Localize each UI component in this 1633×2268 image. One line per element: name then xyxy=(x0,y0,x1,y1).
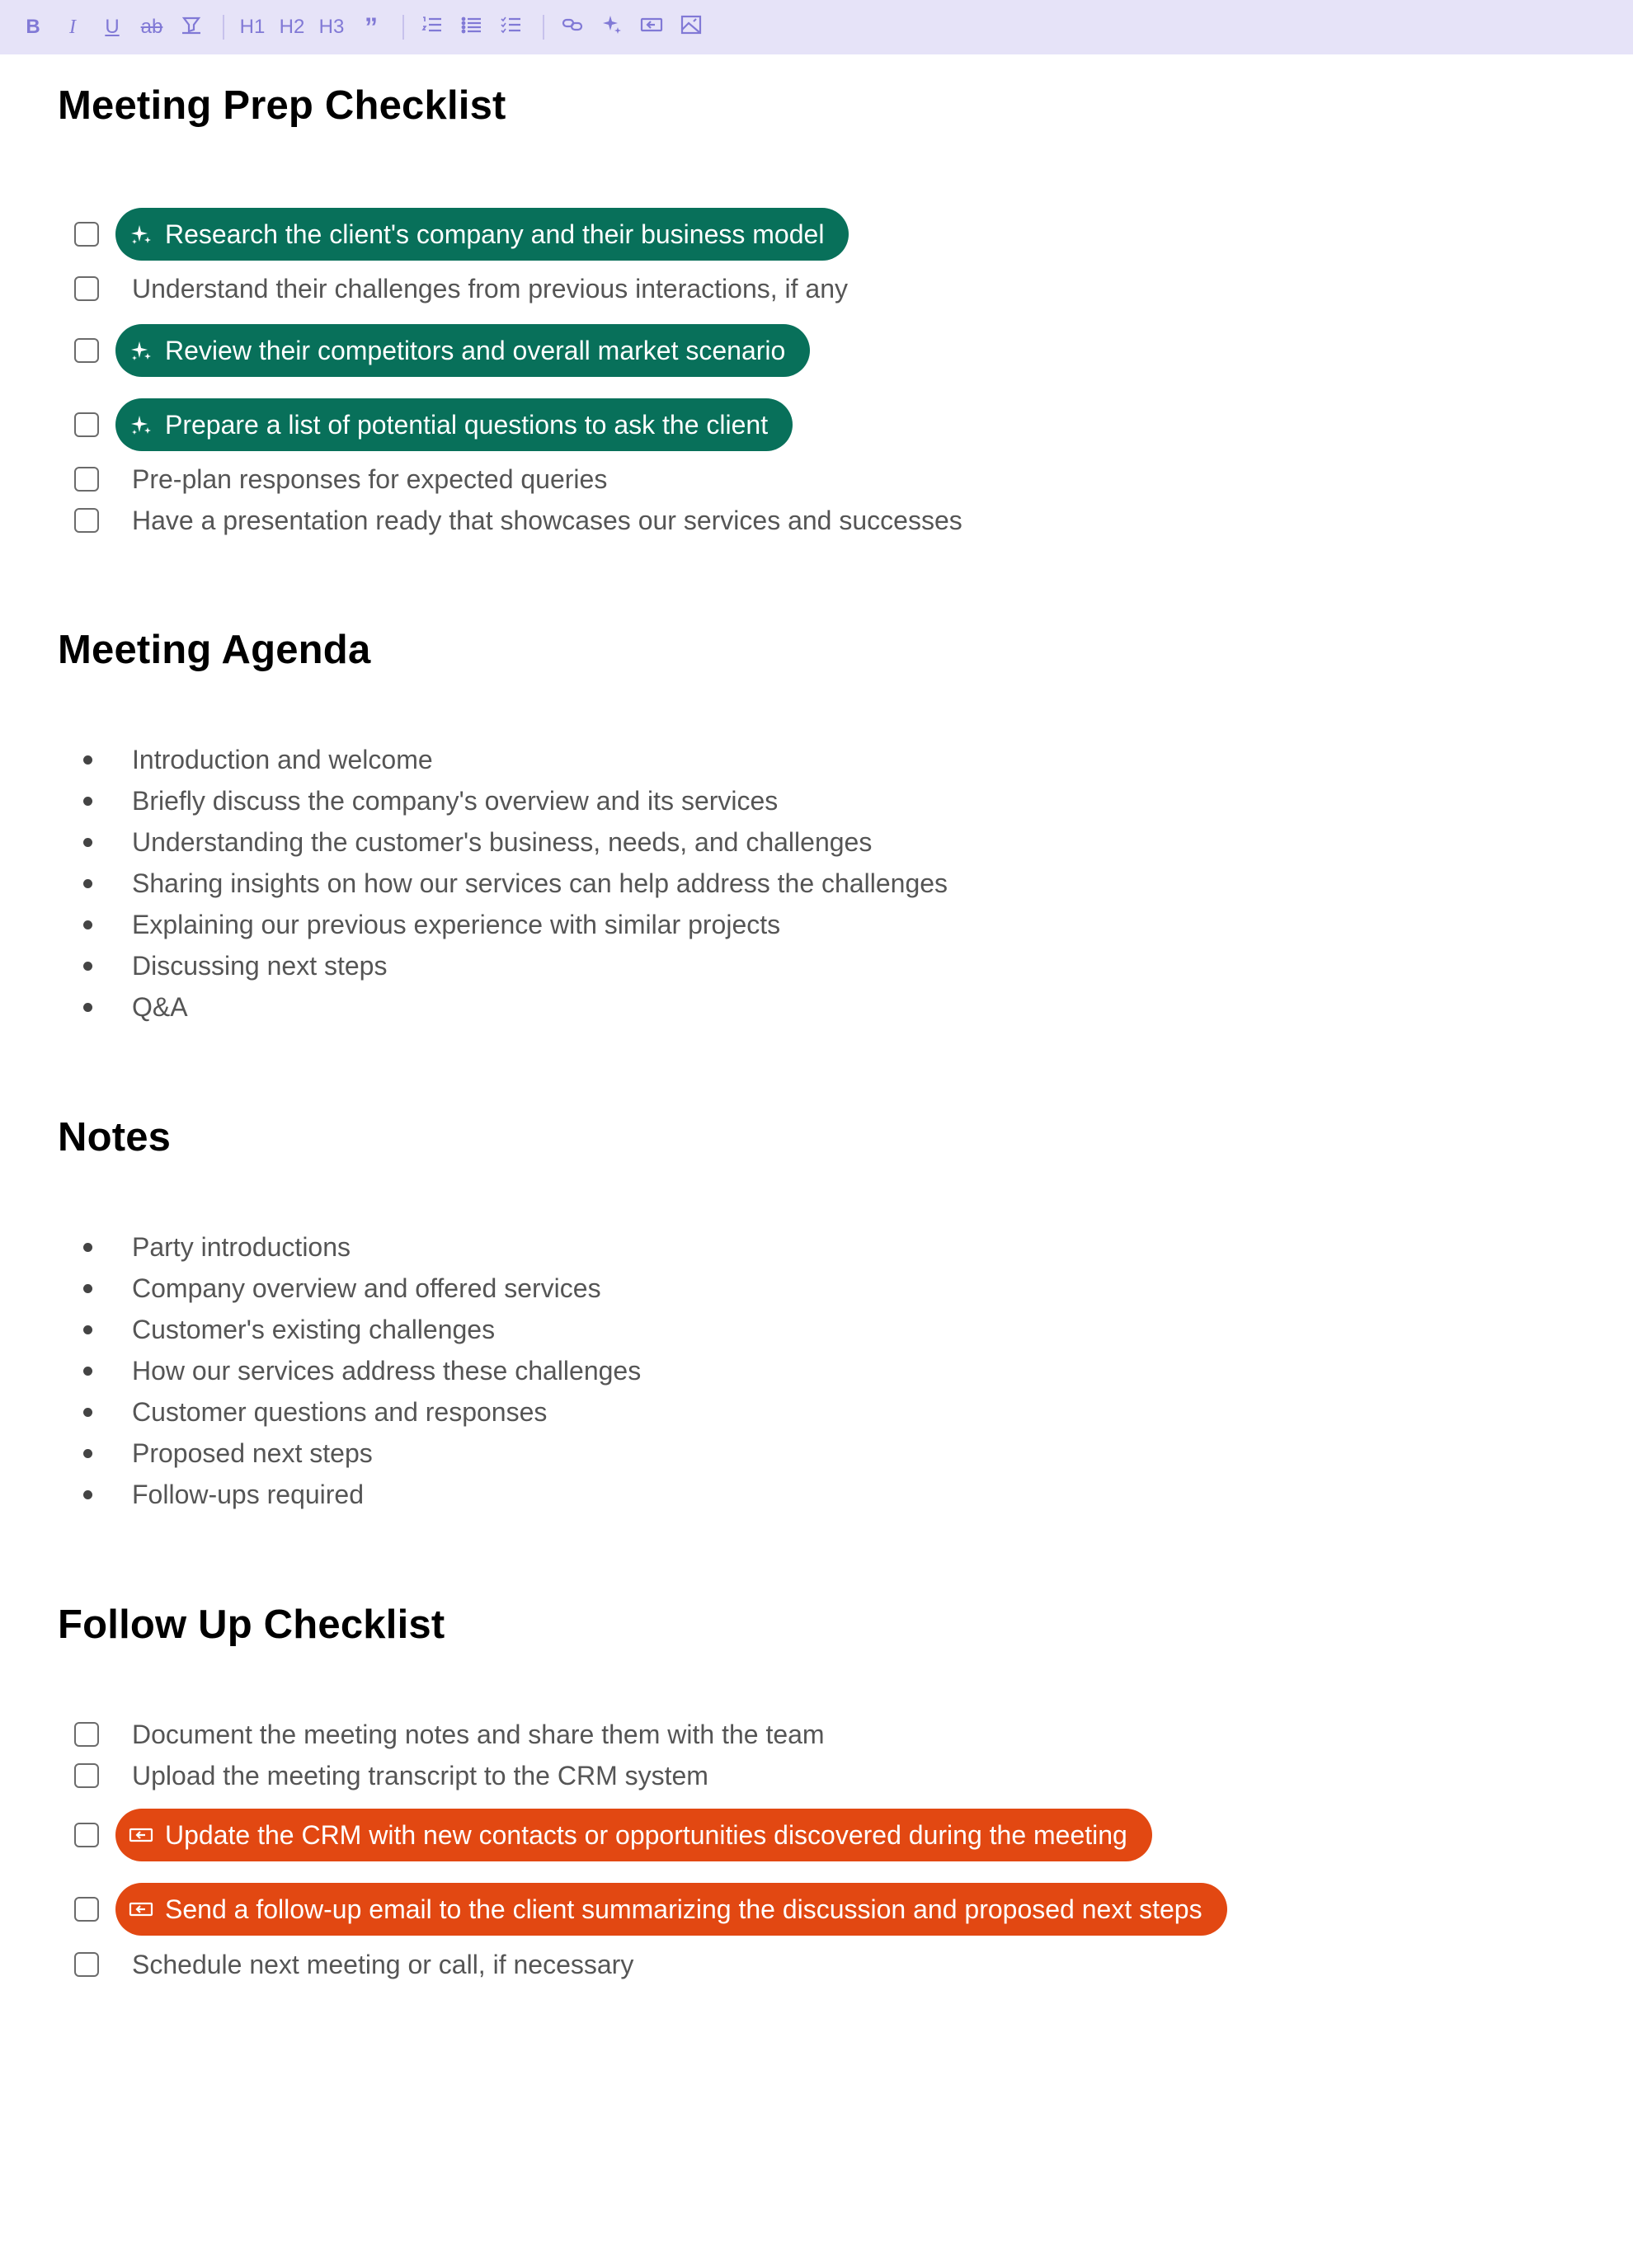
checkbox[interactable] xyxy=(74,276,99,301)
strikethrough-icon: ab xyxy=(140,16,163,38)
list-item-text: How our services address these challenges xyxy=(132,1356,642,1386)
action-suggestion-chip[interactable] xyxy=(115,1883,1227,1936)
list-item-text: Explaining our previous experience with similar projects xyxy=(132,910,781,939)
list-item-text: Proposed next steps xyxy=(132,1438,373,1468)
section-title-notes: Notes xyxy=(58,1115,172,1160)
bullet xyxy=(83,1243,92,1252)
checklist-item-text: Research the client's company and their business model xyxy=(165,219,825,249)
list-item-text: Customer's existing challenges xyxy=(132,1315,496,1344)
link-icon xyxy=(561,13,584,42)
underline-icon: U xyxy=(105,16,120,38)
heading1-button[interactable] xyxy=(236,11,269,44)
list-item-text: Q&A xyxy=(132,992,188,1022)
checklist-item-text: Prepare a list of potential questions to ask the client xyxy=(165,409,769,440)
checklist-item xyxy=(58,208,1542,261)
list-item-text: Sharing insights on how our services can help address the challenges xyxy=(132,868,948,898)
numbered-list-icon xyxy=(421,13,444,42)
bullet-list-icon xyxy=(460,13,483,42)
list-item-text: Party introductions xyxy=(132,1232,351,1262)
heading2-icon: H2 xyxy=(279,16,305,38)
list-item-text: Understanding the customer's business, needs, and challenges xyxy=(132,827,873,857)
toolbar-divider xyxy=(402,15,404,40)
list-item-text: Introduction and welcome xyxy=(132,745,433,774)
ai-suggestion-chip[interactable] xyxy=(115,324,810,377)
bullet-list-button[interactable] xyxy=(455,11,488,44)
image-icon xyxy=(680,13,703,42)
checklist-item xyxy=(58,398,1542,451)
sparkle-icon xyxy=(129,412,153,437)
checklist-item xyxy=(58,1759,1542,1812)
list-item-text: Follow-ups required xyxy=(132,1480,365,1509)
italic-button[interactable] xyxy=(56,11,89,44)
checkbox[interactable] xyxy=(74,1952,99,1977)
bullet xyxy=(83,1490,92,1499)
checklist-item-text: Update the CRM with new contacts or opportunities discovered during the meeting xyxy=(165,1819,1127,1850)
bullet xyxy=(83,1367,92,1376)
section-title-followup: Follow Up Checklist xyxy=(58,1602,445,1647)
checkbox[interactable] xyxy=(74,1763,99,1788)
checklist-icon xyxy=(500,13,523,42)
sparkle-icon xyxy=(129,222,153,247)
ai-sparkle-icon xyxy=(600,13,624,42)
list-item-text: Company overview and offered services xyxy=(132,1273,601,1303)
section-title-prep: Meeting Prep Checklist xyxy=(58,83,506,128)
list-item xyxy=(58,1478,1542,1531)
checklist-item-text: Send a follow-up email to the client summarizing the discussion and proposed next steps xyxy=(165,1894,1202,1924)
checklist-item xyxy=(58,1809,1542,1861)
bullet xyxy=(83,1325,92,1334)
link-button[interactable] xyxy=(556,11,589,44)
list-item-text: Customer questions and responses xyxy=(132,1397,548,1427)
italic-icon: I xyxy=(69,16,76,38)
action-button[interactable] xyxy=(635,11,668,44)
checkbox[interactable] xyxy=(74,412,99,437)
bullet xyxy=(83,879,92,888)
checklist-item xyxy=(58,324,1542,377)
image-button[interactable] xyxy=(675,11,708,44)
bold-button[interactable] xyxy=(16,11,49,44)
checklist-item-text: Have a presentation ready that showcases our services and successes xyxy=(132,506,962,535)
checkbox[interactable] xyxy=(74,222,99,247)
highlight-button[interactable] xyxy=(175,11,208,44)
section-title-agenda: Meeting Agenda xyxy=(58,628,371,672)
highlighter-icon xyxy=(180,13,203,42)
bullet xyxy=(83,797,92,806)
checkbox[interactable] xyxy=(74,1897,99,1922)
bullet xyxy=(83,962,92,971)
bullet xyxy=(83,1408,92,1417)
checklist-item-text: Review their competitors and overall market scenario xyxy=(165,335,786,365)
quote-icon: ” xyxy=(365,12,378,42)
strikethrough-button[interactable] xyxy=(135,11,168,44)
action-icon xyxy=(129,1897,153,1922)
checklist-item xyxy=(58,272,1542,325)
checklist-item-text: Understand their challenges from previous interactions, if any xyxy=(132,274,848,303)
bold-icon: B xyxy=(26,16,40,38)
bullet xyxy=(83,1284,92,1293)
checklist-item-text: Upload the meeting transcript to the CRM system xyxy=(132,1761,708,1790)
checklist-item xyxy=(58,504,1542,557)
bullet xyxy=(83,1003,92,1012)
checkbox[interactable] xyxy=(74,1823,99,1847)
list-item xyxy=(58,990,1542,1043)
sparkle-icon xyxy=(129,338,153,363)
ai-suggestion-chip[interactable] xyxy=(115,398,793,451)
bullet xyxy=(83,920,92,929)
checklist-item xyxy=(58,1883,1542,1936)
checklist-button[interactable] xyxy=(495,11,528,44)
numbered-list-button[interactable] xyxy=(416,11,449,44)
list-item-text: Briefly discuss the company's overview and its services xyxy=(132,786,779,816)
action-icon xyxy=(640,13,663,42)
toolbar-divider xyxy=(223,15,224,40)
checkbox[interactable] xyxy=(74,508,99,533)
underline-button[interactable] xyxy=(96,11,129,44)
formatting-toolbar xyxy=(0,0,1633,54)
ai-suggestion-chip[interactable] xyxy=(115,208,849,261)
action-suggestion-chip[interactable] xyxy=(115,1809,1152,1861)
heading2-button[interactable] xyxy=(275,11,308,44)
checkbox[interactable] xyxy=(74,338,99,363)
quote-button[interactable] xyxy=(355,11,388,44)
checklist-item-text: Schedule next meeting or call, if necessary xyxy=(132,1950,634,1979)
heading3-icon: H3 xyxy=(318,16,345,38)
bullet xyxy=(83,1449,92,1458)
heading1-icon: H1 xyxy=(239,16,266,38)
bullet xyxy=(83,838,92,847)
action-icon xyxy=(129,1823,153,1847)
ai-sparkle-button[interactable] xyxy=(595,11,628,44)
bullet xyxy=(83,755,92,765)
checklist-item-text: Document the meeting notes and share them with the team xyxy=(132,1720,825,1749)
list-item-text: Discussing next steps xyxy=(132,951,388,981)
checkbox[interactable] xyxy=(74,467,99,492)
checklist-item-text: Pre-plan responses for expected queries xyxy=(132,464,608,494)
checklist-item xyxy=(58,1948,1542,2001)
toolbar-divider xyxy=(543,15,544,40)
checkbox[interactable] xyxy=(74,1722,99,1747)
heading3-button[interactable] xyxy=(315,11,348,44)
